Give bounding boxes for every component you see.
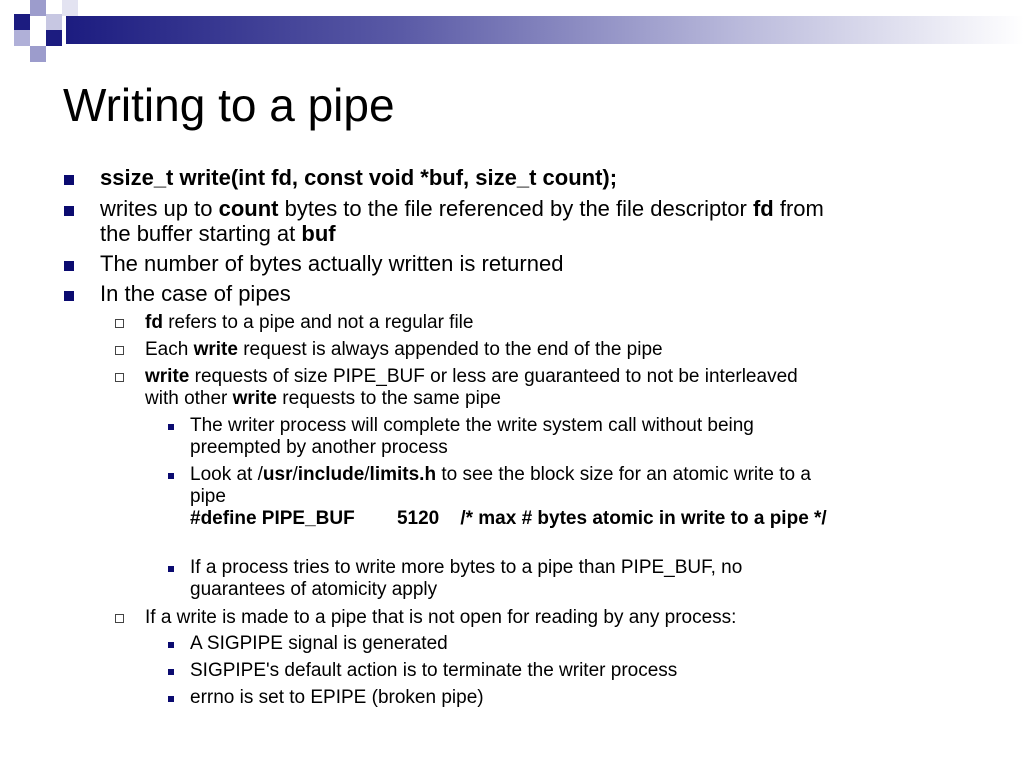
bullet-small-square-icon (168, 566, 174, 572)
header-gradient-bar (66, 16, 1024, 44)
bullet-case-of-pipes: In the case of pipes (100, 281, 291, 306)
bullet-writes-up-to: writes up to count bytes to the file referenced by the file descriptor fd from the buffer starting at buf (100, 196, 824, 246)
deco-square (30, 46, 46, 62)
bullet-small-square-icon (168, 424, 174, 430)
bullet-small-square-icon (168, 473, 174, 479)
sub-sub-bullet-sigpipe-generated: A SIGPIPE signal is generated (190, 633, 448, 654)
sub-sub-bullet-writer-process: The writer process will complete the write system call without being preempted by another process (190, 415, 754, 458)
bullet-bytes-returned: The number of bytes actually written is returned (100, 251, 564, 276)
deco-square (46, 14, 62, 30)
bullet-square-icon (64, 206, 74, 216)
deco-square (14, 30, 30, 46)
slide-title: Writing to a pipe (63, 79, 395, 131)
bullet-square-icon (64, 291, 74, 301)
sub-sub-bullet-sigpipe-default: SIGPIPE's default action is to terminate the writer process (190, 660, 678, 681)
deco-square (30, 0, 46, 16)
bullet-write-signature: ssize_t write(int fd, const void *buf, size_t count); (100, 165, 618, 190)
bullet-square-icon (64, 261, 74, 271)
bullet-hollow-square-icon (115, 614, 124, 623)
deco-square (46, 30, 62, 46)
bullet-hollow-square-icon (115, 346, 124, 355)
deco-square (14, 14, 30, 30)
sub-sub-bullet-limits-h: Look at /usr/include/limits.h to see the block size for an atomic write to a pipe #define PIPE_BUF 5120 /* max # bytes atomic in write to a pipe */ (190, 464, 827, 529)
bullet-small-square-icon (168, 642, 174, 648)
sub-bullet-each-write: Each write request is always appended to the end of the pipe (145, 339, 663, 360)
sub-bullet-pipe-buf: write requests of size PIPE_BUF or less are guaranteed to not be interleaved with other write requests to the same pipe (145, 366, 798, 409)
sub-bullet-fd: fd refers to a pipe and not a regular file (145, 312, 474, 333)
bullet-hollow-square-icon (115, 373, 124, 382)
bullet-small-square-icon (168, 669, 174, 675)
deco-square (62, 0, 78, 16)
bullet-square-icon (64, 175, 74, 185)
header-decoration (0, 0, 1024, 70)
bullet-hollow-square-icon (115, 319, 124, 328)
sub-sub-bullet-atomicity: If a process tries to write more bytes to a pipe than PIPE_BUF, no guarantees of atomicity apply (190, 557, 743, 600)
bullet-small-square-icon (168, 696, 174, 702)
sub-sub-bullet-errno: errno is set to EPIPE (broken pipe) (190, 687, 484, 708)
sub-bullet-not-open: If a write is made to a pipe that is not open for reading by any process: (145, 607, 737, 628)
